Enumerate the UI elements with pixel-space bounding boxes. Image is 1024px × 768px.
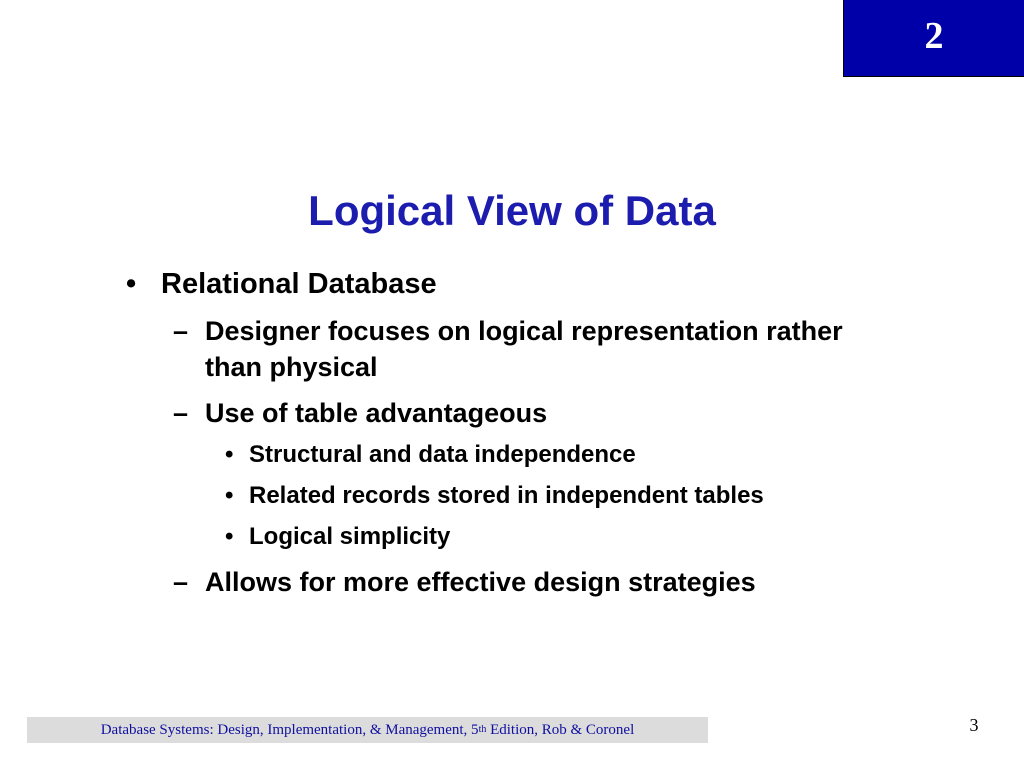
footer-text-after: Edition, Rob & Coronel [486, 721, 635, 738]
bullet-text: Logical simplicity [249, 523, 451, 550]
bullet-text: Use of table advantageous [205, 398, 548, 428]
bullet-text-line-1: Designer focuses on logical representation rather [205, 316, 843, 346]
footer-bar: Database Systems: Design, Implementation, & Management, 5 th Edition, Rob & Coronel [27, 717, 708, 743]
bullet-text-line-2: than physical [205, 352, 378, 382]
bullet-text: Related records stored in independent tables [249, 482, 764, 509]
bullet-marker: – [173, 567, 189, 597]
footer-text-before: Database Systems: Design, Implementation, & Management, 5 [100, 721, 479, 738]
bullet-marker: – [173, 398, 189, 428]
bullet-marker: • [225, 441, 234, 468]
bullet-marker: • [126, 268, 137, 300]
bullet-text: Relational Database [161, 268, 437, 300]
bullet-text: Allows for more effective design strategies [205, 567, 756, 597]
slide-title: Logical View of Data [308, 187, 716, 234]
page-number: 3 [969, 715, 979, 735]
bullet-text: Structural and data independence [249, 441, 636, 468]
bullet-marker: – [173, 316, 189, 346]
bullet-marker: • [225, 523, 234, 550]
bullet-marker: • [225, 482, 234, 509]
chapter-number: 2 [924, 15, 944, 57]
